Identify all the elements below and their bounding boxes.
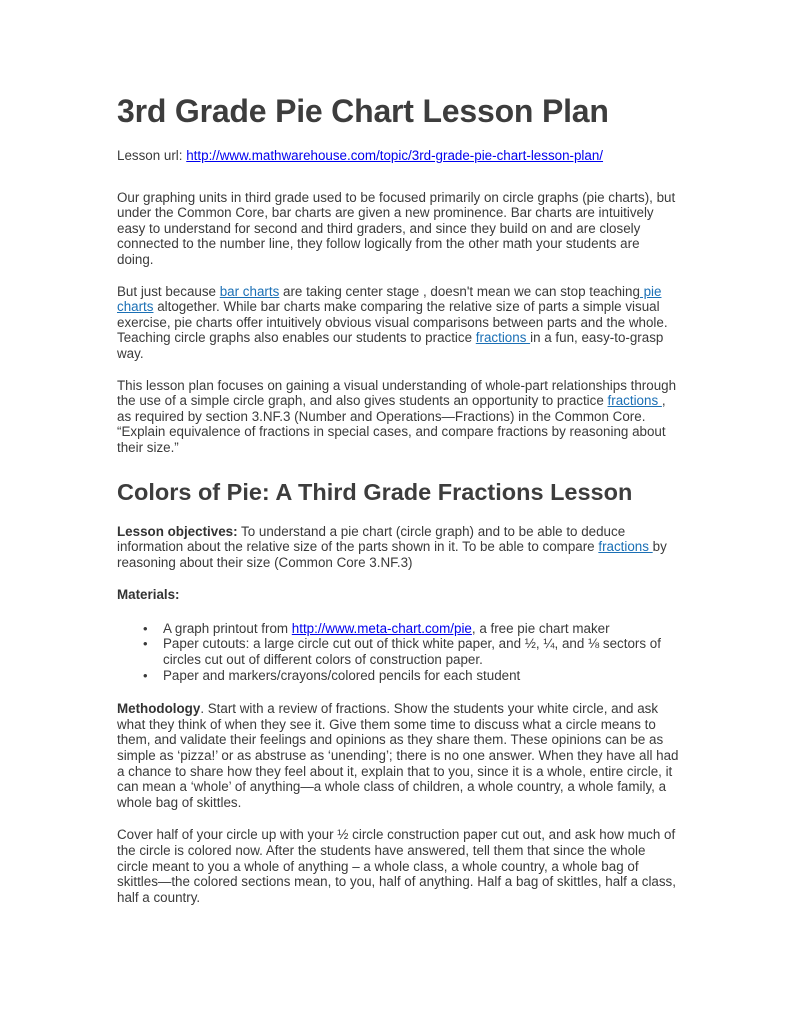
pie-charts-link[interactable]: pie charts (117, 283, 662, 315)
meta-chart-link[interactable]: http://www.meta-chart.com/pie (291, 620, 472, 636)
methodology-paragraph (117, 701, 679, 810)
lesson-url-label: Lesson url: (117, 148, 187, 163)
fractions-link[interactable]: fractions (598, 539, 653, 555)
page-title: 3rd Grade Pie Chart Lesson Plan (117, 93, 609, 129)
list-item (143, 620, 679, 637)
text-span: Paper and markers/crayons/colored pencils for each student (163, 667, 521, 683)
text-span: . Start with a review of fractions. Show the students your white circle, and ask what they think of when they see it. Give them some time to discuss what a circle means to them, and validate their feelings and opinions as they share them. These opinions can be as simple as ‘pizza!’ or as abstruse as ‘unending’; there is no one answer. When they have all had a chance to share how they feel about it, explain that to you, since it is a whole, entire circle, it can mean a ‘whole’ of anything—a whole class of children, a whole country, a whole family, a whole bag of skittles. (117, 701, 679, 810)
text-span: A graph printout from (163, 620, 292, 636)
materials-heading (117, 587, 679, 603)
lesson-objectives-paragraph (117, 524, 679, 571)
bullet-icon: • (143, 636, 148, 652)
text-span: This lesson plan focuses on gaining a visual understanding of whole-part relationships through the use of a simple circle graph, and also gives students an opportunity to practice (117, 377, 677, 409)
lesson-focus-paragraph (117, 378, 679, 456)
text-span: To understand a pie chart (circle graph) and to be able to deduce information about the relative size of the parts shown in it. To be able to compare (117, 523, 626, 555)
bar-charts-link[interactable]: bar charts (219, 283, 280, 299)
objectives-label: Lesson objectives: (117, 523, 238, 539)
bullet-icon: • (143, 667, 148, 683)
text-span: altogether. While bar charts make comparing the relative size of parts a simple visual exercise, pie charts offer intuitively obvious visual comparisons between parts and the whole. Teaching circle graphs also enables our students to practice (117, 299, 668, 346)
lesson-url-line (117, 148, 679, 164)
fractions-link[interactable]: fractions (607, 393, 662, 409)
text-span: by reasoning about their size (Common Core 3.NF.3) (117, 539, 667, 570)
materials-list (117, 621, 679, 683)
fractions-link[interactable]: fractions (475, 330, 531, 346)
materials-label: Materials: (117, 587, 180, 603)
text-span: , as required by section 3.NF.3 (Number and Operations—Fractions) in the Common Core. “Explain equivalence of fractions in special cases, and compare fractions by reasoning about their size.” (117, 393, 666, 455)
text-span: in a fun, easy-to-grasp way. (117, 330, 664, 361)
intro-paragraph: Our graphing units in third grade used to be focused primarily on circle graphs (pie charts), but under the Common Core, bar charts are given a new prominence. Bar charts are intuitively easy to understand for second and third graders, and since they build on and are closely connected to the number line, they follow logically from the other math your students are doing. (117, 189, 676, 267)
text-span: are taking center stage , doesn't mean we can stop teaching (279, 283, 640, 299)
lesson-url-link[interactable]: http://www.mathwarehouse.com/topic/3rd-grade-pie-chart-lesson-plan/ (186, 148, 604, 163)
cover-half-paragraph: Cover half of your circle up with your ½ circle construction paper cut out, and ask how much of the circle is colored now. After the students have answered, tell them that since the whole circle meant to you a whole of anything – a whole class, a whole country, a whole bag of skittles—the colored sections mean, to you, half of anything. Half a bag of skittles, half a class, half a country. (117, 827, 676, 905)
methodology-label: Methodology (117, 701, 201, 717)
list-item (143, 667, 679, 684)
list-item (143, 636, 679, 668)
bullet-icon: • (143, 620, 148, 636)
section-heading: Colors of Pie: A Third Grade Fractions Lesson (117, 478, 633, 505)
bar-charts-paragraph (117, 284, 679, 362)
text-span: Paper cutouts: a large circle cut out of thick white paper, and ½, ¼, and ⅛ sectors of circles cut out of different colors of construction paper. (163, 636, 661, 668)
text-span: But just because (117, 283, 220, 299)
document-content (117, 92, 679, 905)
text-span: , a free pie chart maker (471, 620, 610, 636)
